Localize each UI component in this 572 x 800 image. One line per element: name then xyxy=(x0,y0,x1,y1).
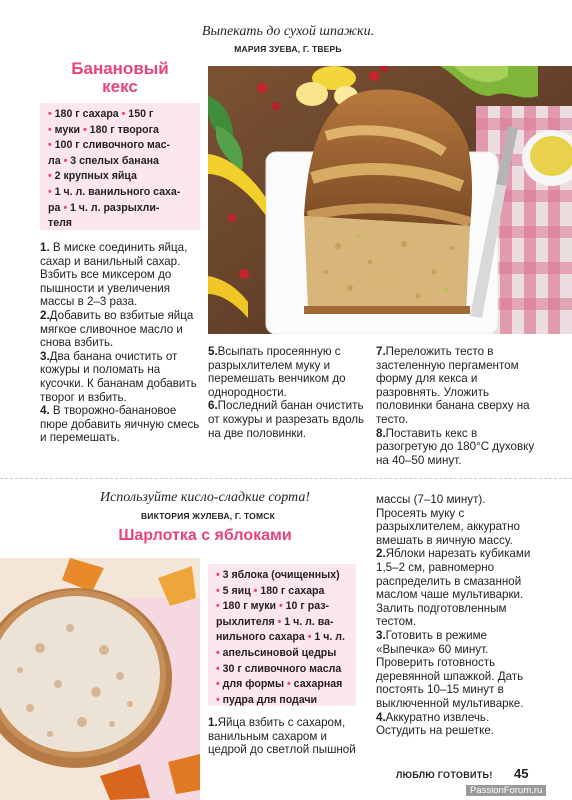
section-divider xyxy=(0,478,572,479)
step-number: 6. xyxy=(208,399,218,413)
bullet-icon: • xyxy=(63,154,68,167)
footer-magazine-name: ЛЮБЛЮ ГОТОВИТЬ! xyxy=(396,770,493,780)
ingredient-text: сахарная xyxy=(290,678,343,691)
recipe-step xyxy=(376,427,536,468)
bullet-icon: • xyxy=(216,693,220,706)
ingredient-text: 3 спелых банана xyxy=(67,154,159,167)
step-number: 4. xyxy=(376,710,386,724)
step-number: 7. xyxy=(376,345,386,358)
bullet-icon: • xyxy=(216,584,220,597)
recipe1-title xyxy=(40,60,200,96)
ingredient-line xyxy=(48,169,194,185)
step-text: Добавить во взбитые яйца мягкое сливочное масло и снова взбить. xyxy=(40,308,194,350)
bullet-icon: • xyxy=(307,631,312,644)
ingredient-text: муки xyxy=(51,123,84,136)
step-text: Переложить тесто в застеленную пергаментом форму для кекса и разровнять. Уложить половинки банана сверху на тесто. xyxy=(376,345,530,426)
step-number: 3. xyxy=(376,628,386,642)
ingredient-line xyxy=(48,201,194,217)
bullet-icon: • xyxy=(48,123,52,136)
step-number: 1. xyxy=(208,716,218,729)
recipe1-title-line2: кекс xyxy=(102,76,138,96)
bullet-icon: • xyxy=(121,108,126,120)
step-number: 4. xyxy=(40,404,50,418)
bullet-icon: • xyxy=(287,678,291,691)
bullet-icon: • xyxy=(278,600,283,613)
step-text: В миске соединить яйца, сахар и ванильный сахар. Взбить все миксером до пышности и увеличения массы в 2–3 раза. xyxy=(40,241,188,309)
step-number: 3. xyxy=(40,349,50,363)
ingredient-text: 10 г раз- xyxy=(282,600,330,613)
ingredient-line xyxy=(216,677,350,693)
ingredient-line xyxy=(216,662,350,678)
charlotte-illustration xyxy=(0,558,200,800)
recipe-step xyxy=(40,309,200,350)
step-number: 5. xyxy=(208,345,218,358)
bullet-icon: • xyxy=(216,600,220,613)
ingredient-text: ра xyxy=(48,201,64,214)
ingredient-text: 3 яблока (очищенных) xyxy=(219,569,340,581)
step-text: массы (7–10 минут). Просеять муку с разрыхлителем, аккуратно вмешать в яичную массу. xyxy=(376,493,520,547)
ingredient-line xyxy=(216,693,350,709)
ingredient-text: 1 ч. л. xyxy=(311,631,345,644)
bullet-icon: • xyxy=(48,185,52,198)
ingredient-text: 150 г xyxy=(125,108,154,120)
ingredient-text: для формы xyxy=(219,678,288,691)
bullet-icon: • xyxy=(83,123,87,136)
ingredient-text: 5 яиц xyxy=(219,584,254,597)
banana-cake-illustration xyxy=(208,66,572,334)
step-number: 2. xyxy=(40,308,50,322)
ingredient-text: рыхлителя xyxy=(216,615,278,628)
step-text: Яйца взбить с сахаром, ванильным сахаром и цедрой до светлой пышной xyxy=(208,716,356,757)
bullet-icon: • xyxy=(48,170,52,183)
ingredient-text: ла xyxy=(48,154,64,167)
step-text: Всыпать просеянную с разрыхлителем муку и перемешать венчиком до однородности. xyxy=(208,345,346,399)
banana-cake-photo xyxy=(208,66,572,334)
ingredient-text: нильного сахара xyxy=(216,631,308,644)
ingredient-line xyxy=(48,216,194,232)
bullet-icon: • xyxy=(48,108,52,120)
step-text: В творожно-банановое пюре добавить яичную смесь и перемешать. xyxy=(40,404,200,445)
ingredient-text: 1 ч. л. ванильного саха- xyxy=(51,185,181,198)
bullet-icon: • xyxy=(216,678,220,691)
step-number: 8. xyxy=(376,426,386,440)
recipe1-ingredients xyxy=(40,103,200,230)
step-text: Два банана очистить от кожуры и поломать на кусочки. К бананам добавить творог и взбить. xyxy=(40,349,197,404)
ingredient-line xyxy=(48,154,194,170)
recipe2-steps-col2 xyxy=(208,716,368,757)
watermark: PassionForum.ru xyxy=(466,785,546,796)
ingredient-text: 180 г сахара xyxy=(51,108,122,120)
bullet-icon: • xyxy=(277,615,282,628)
recipe-step xyxy=(208,399,368,440)
bullet-icon: • xyxy=(63,201,68,214)
recipe-step xyxy=(208,345,368,399)
recipe2-ingredients xyxy=(208,564,356,706)
recipe-step xyxy=(376,493,536,547)
ingredient-text: 180 г муки xyxy=(219,600,279,613)
bullet-icon: • xyxy=(253,584,258,597)
ingredient-line xyxy=(216,630,350,646)
bullet-icon: • xyxy=(216,646,220,659)
charlotte-photo xyxy=(0,558,200,800)
recipe2-title: Шарлотка с яблоками xyxy=(118,527,292,544)
step-text: Готовить в режиме «Выпечка» 60 минут. Проверить готовность деревянной шпажкой. Дать постоять 10–15 минут в выключенной мультиварке. xyxy=(376,628,524,710)
ingredient-text: 2 крупных яйца xyxy=(51,170,137,183)
ingredient-line xyxy=(48,123,194,139)
ingredient-line xyxy=(48,107,194,123)
step-number: 1. xyxy=(40,241,50,254)
bullet-icon: • xyxy=(48,139,52,152)
recipe-step xyxy=(376,547,536,629)
step-text: Поставить кекс в разогретую до 180°С духовку на 40–50 минут. xyxy=(376,426,535,467)
ingredient-text: апельсиновой цедры xyxy=(219,646,337,659)
recipe-step xyxy=(40,404,200,445)
ingredient-text: 100 г сливочного мас- xyxy=(51,139,171,152)
recipe-step xyxy=(376,629,536,711)
step-text: Яблоки нарезать кубиками 1,5–2 см, равномерно распределить в смазанной маслом чаше мультиварки. Залить подготовленным тестом. xyxy=(376,547,531,629)
step-text: Последний банан очистить от кожуры и разрезать вдоль на две половинки. xyxy=(208,399,365,440)
recipe2-tagline: Используйте кисло-сладкие сорта! xyxy=(99,490,310,505)
recipe2-author: ВИКТОРИЯ ЖУЛЕВА, Г. ТОМСК xyxy=(140,511,276,521)
ingredient-line xyxy=(216,568,350,584)
ingredient-text: 1 ч. л. разрыхли- xyxy=(67,201,160,214)
ingredient-line xyxy=(216,646,350,662)
bullet-icon: • xyxy=(216,569,220,581)
ingredient-text: 180 г сахара xyxy=(257,584,325,597)
step-number: 2. xyxy=(376,547,386,561)
ingredient-line xyxy=(216,584,350,600)
ingredient-line xyxy=(48,185,194,201)
recipe1-steps-col1 xyxy=(40,241,200,445)
ingredient-line xyxy=(216,599,350,615)
ingredient-line xyxy=(48,138,194,154)
recipe-step xyxy=(208,716,368,757)
bullet-icon: • xyxy=(216,662,220,675)
step-text: Аккуратно извлечь. Остудить на решетке. xyxy=(376,710,494,738)
ingredient-text: пудра для подачи xyxy=(219,693,318,706)
recipe1-title-line1: Банановый xyxy=(71,59,169,78)
ingredient-text: 1 ч. л. ва- xyxy=(281,615,334,628)
recipe2-steps-col3 xyxy=(376,493,536,738)
recipe1-tagline: Выпекать до сухой шпажки. xyxy=(201,24,375,39)
ingredient-text: 180 г творога xyxy=(86,123,159,136)
recipe-step xyxy=(376,345,536,427)
ingredient-text: теля xyxy=(48,217,72,230)
recipe1-steps-col3 xyxy=(376,345,536,467)
recipe1-author: МАРИЯ ЗУЕВА, Г. ТВЕРЬ xyxy=(234,44,342,54)
recipe1-steps-col2 xyxy=(208,345,368,440)
recipe-step xyxy=(376,711,536,738)
ingredient-text: 30 г сливочного масла xyxy=(219,662,342,675)
recipe-step xyxy=(40,350,200,404)
ingredient-line xyxy=(216,615,350,631)
page-number: 45 xyxy=(514,766,529,781)
recipe-step xyxy=(40,241,200,309)
